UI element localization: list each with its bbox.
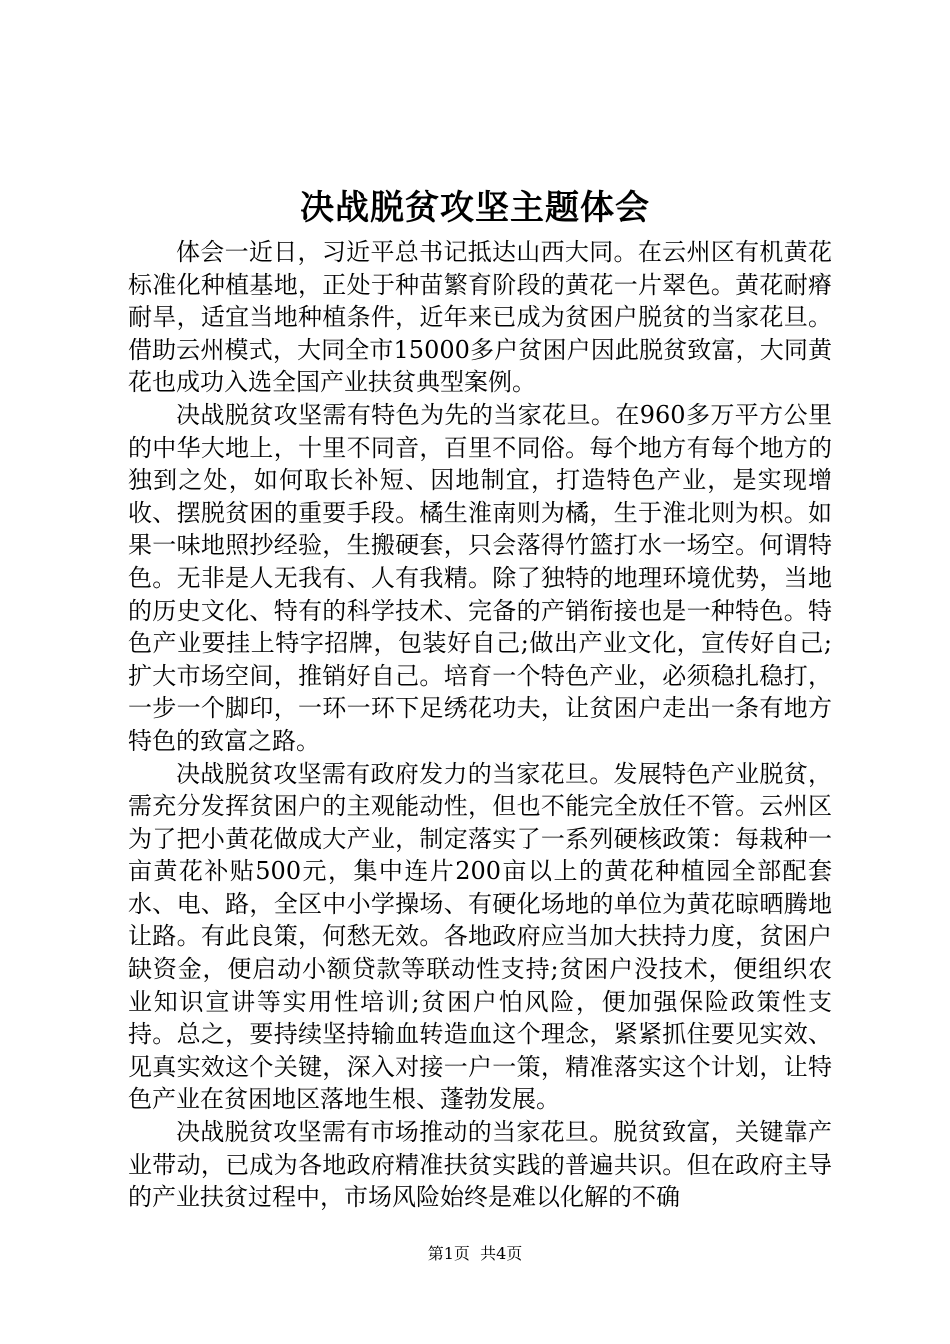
document-body — [128, 236, 832, 1214]
page-total: 共4页 — [480, 1244, 523, 1263]
paragraph-1: 体会一近日，习近平总书记抵达山西大同。在云州区有机黄花标准化种植基地，正处于种苗繁育阶段的黄花一片翠色。黄花耐瘠耐旱，适宜当地种植条件，近年来已成为贫困户脱贫的当家花旦。借助云州模式，大同全市15000多户贫困户因此脱贫致富，大同黄花也成功入选全国产业扶贫典型案例。 — [128, 238, 832, 397]
page-number: 第1页 — [427, 1244, 470, 1263]
page-footer — [0, 1243, 950, 1265]
paragraph-4: 决战脱贫攻坚需有市场推动的当家花旦。脱贫致富，关键靠产业带动，已成为各地政府精准扶贫实践的普遍共识。但在政府主导的产业扶贫过程中，市场风险始终是难以化解的不确 — [128, 1118, 832, 1212]
paragraph-2: 决战脱贫攻坚需有特色为先的当家花旦。在960多万平方公里的中华大地上，十里不同音，百里不同俗。每个地方有每个地方的独到之处，如何取长补短、因地制宜，打造特色产业，是实现增收、摆脱贫困的重要手段。橘生淮南则为橘，生于淮北则为枳。如果一味地照抄经验，生搬硬套，只会落得竹篮打水一场空。何谓特色。无非是人无我有、人有我精。除了独特的地理环境优势，当地的历史文化、特有的科学技术、完备的产销衔接也是一种特色。特色产业要挂上特字招牌，包装好自己;做出产业文化，宣传好自己;扩大市场空间，推销好自己。培育一个特色产业，必须稳扎稳打，一步一个脚印，一环一环下足绣花功夫，让贫困户走出一条有地方特色的致富之路。 — [128, 400, 832, 755]
document-title: 决战脱贫攻坚主题体会 — [300, 188, 650, 228]
paragraph-3: 决战脱贫攻坚需有政府发力的当家花旦。发展特色产业脱贫，需充分发挥贫困户的主观能动性，但也不能完全放任不管。云州区为了把小黄花做成大产业，制定落实了一系列硬核政策：每栽种一亩黄花补贴500元，集中连片200亩以上的黄花种植园全部配套水、电、路，全区中小学操场、有硬化场地的单位为黄花晾晒腾地让路。有此良策，何愁无效。各地政府应当加大扶持力度，贫困户缺资金，便启动小额贷款等联动性支持;贫困户没技术，便组织农业知识宣讲等实用性培训;贫困户怕风险，便加强保险政策性支持。总之，要持续坚持输血转造血这个理念，紧紧抓住要见实效、见真实效这个关键，深入对接一户一策，精准落实这个计划，让特色产业在贫困地区落地生根、蓬勃发展。 — [128, 759, 832, 1114]
